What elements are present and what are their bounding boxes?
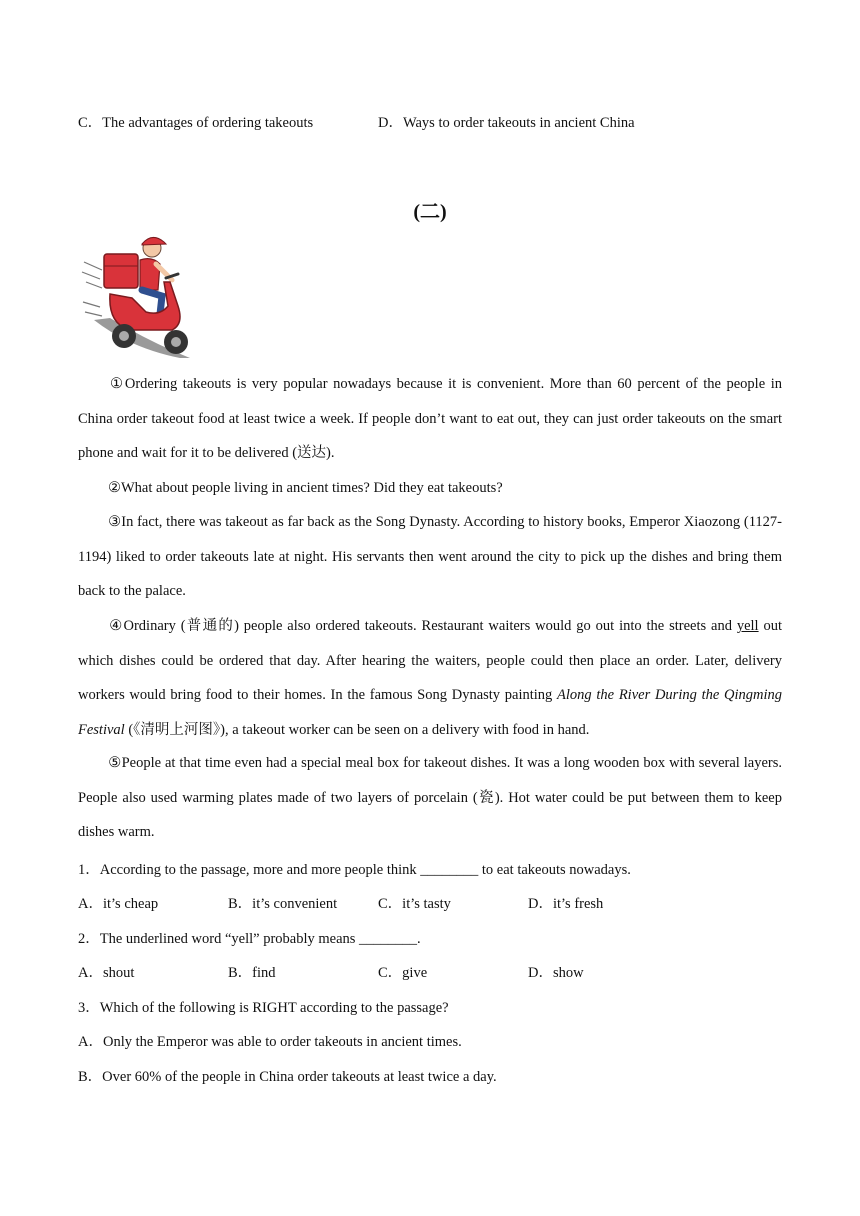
question-2-option-c: C．give bbox=[378, 965, 428, 981]
question-2-option-b: B．find bbox=[228, 965, 276, 981]
question-1-option-c: C．it’s tasty bbox=[378, 896, 451, 912]
paragraph-4-text-c: (《清明上河图》), a takeout worker can be seen on a delivery with food in hand. bbox=[124, 721, 590, 738]
paragraph-5-text: ⑤People at that time even had a special meal box for takeout dishes. It was a long wooden box with several layers. People also used warming plates made of two layers of porcelain (瓷). Hot water could be put between them to keep dishes warm. bbox=[78, 755, 782, 840]
option-d: D．Ways to order takeouts in ancient China bbox=[378, 115, 635, 131]
delivery-scooter-rider-icon bbox=[80, 232, 196, 362]
paragraph-4-text-b: out which dishes could be ordered that day. After hearing the waiters, people could then place an order. Later, delivery workers would bring food to their homes. In the famous Song Dynasty painting bbox=[78, 618, 783, 703]
question-2-option-d: D．show bbox=[528, 965, 584, 981]
passage-paragraph-3 bbox=[78, 505, 782, 609]
question-1-option-b: B．it’s convenient bbox=[228, 896, 338, 912]
passage-paragraph-2 bbox=[78, 471, 782, 506]
question-2-stem: 2．The underlined word “yell” probably means ________. bbox=[78, 931, 421, 947]
paragraph-4-text-a: ④Ordinary (普通的) people also ordered takeouts. Restaurant waiters would go out into the streets and bbox=[108, 618, 737, 634]
paragraph-2-text: ②What about people living in ancient times? Did they eat takeouts? bbox=[108, 480, 503, 496]
painting-title: Along the River During the Qingming Festival bbox=[78, 687, 783, 738]
passage-paragraph-4 bbox=[78, 609, 782, 747]
question-3-option-a: A．Only the Emperor was able to order takeouts in ancient times. bbox=[78, 1034, 462, 1050]
question-1-stem: 1．According to the passage, more and more people think ________ to eat takeouts nowadays. bbox=[78, 862, 631, 878]
underlined-word-yell: yell bbox=[736, 618, 759, 634]
paragraph-1-text: ①Ordering takeouts is very popular nowadays because it is convenient. More than 60 percent of the people in China order takeout food at least twice a week. If people don’t want to eat out, they can just order takeouts on the smart phone and wait for it to be delivered (送达). bbox=[78, 376, 782, 461]
section-title: (二) bbox=[413, 201, 447, 223]
option-c: C．The advantages of ordering takeouts bbox=[78, 115, 314, 131]
question-1-option-a: A．it’s cheap bbox=[78, 896, 159, 912]
passage-paragraph-1 bbox=[78, 367, 782, 471]
paragraph-3-text: ③In fact, there was takeout as far back as the Song Dynasty. According to history books, Emperor Xiaozong (1127-1194) liked to order takeouts late at night. His servants then went around the city to pick up the dishes and bring them back to the palace. bbox=[78, 514, 782, 599]
question-1-option-d: D．it’s fresh bbox=[528, 896, 604, 912]
passage-paragraph-5 bbox=[78, 746, 782, 850]
question-3-stem: 3．Which of the following is RIGHT according to the passage? bbox=[78, 1000, 449, 1016]
question-2-option-a: A．shout bbox=[78, 965, 135, 981]
question-3-option-b: B．Over 60% of the people in China order takeouts at least twice a day. bbox=[78, 1069, 497, 1085]
